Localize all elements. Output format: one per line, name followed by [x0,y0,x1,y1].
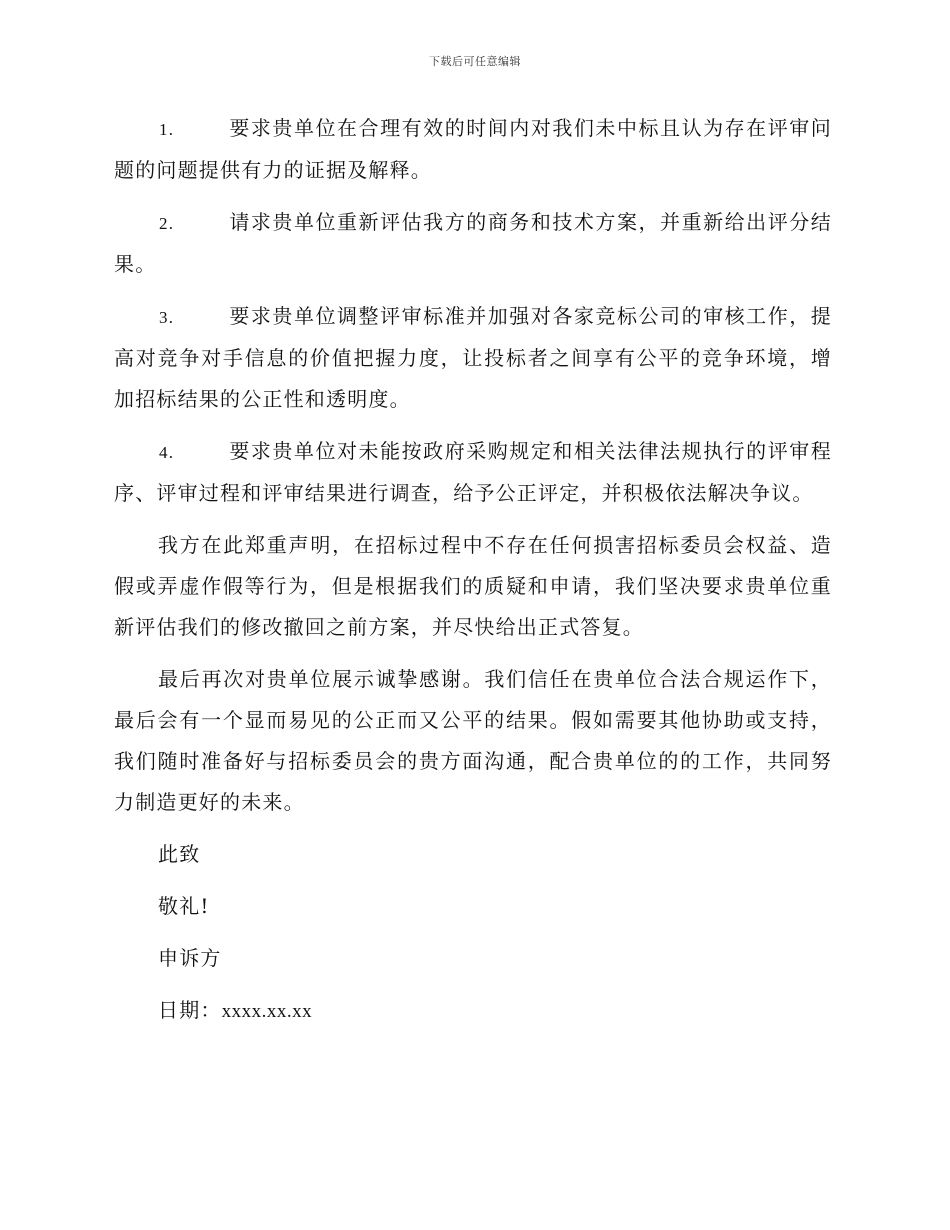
item-text: 要求贵单位对未能按政府采购规定和相关法律法规执行的评审程序、评审过程和评审结果进行调查，给予公正评定，并积极依法解决争议。 [114,439,832,505]
item-number: 4. [159,443,175,462]
item-number: 2. [159,214,175,233]
request-item-2 [114,202,832,285]
item-number: 1. [159,120,175,139]
closing-signer: 申诉方 [158,946,222,970]
request-item-4 [114,431,832,514]
page-header-note: 下载后可任意编辑 [429,55,521,68]
declaration-paragraph: 我方在此郑重声明，在招标过程中不存在任何损害招标委员会权益、造假或弄虚作假等行为，但是根据我们的质疑和申请，我们坚决要求贵单位重新评估我们的修改撤回之前方案，并尽快给出正式答复。 [114,533,832,639]
closing-date [114,990,832,1032]
item-text: 要求贵单位在合理有效的时间内对我们未中标且认为存在评审问题的问题提供有力的证据及解释。 [114,116,832,182]
letter-body [114,108,832,1043]
item-text: 要求贵单位调整评审标准并加强对各家竞标公司的审核工作，提高对竞争对手信息的价值把握力度，让投标者之间享有公平的竞争环境，增加招标结果的公正性和透明度。 [114,304,832,411]
item-number: 3. [159,308,175,327]
request-item-1 [114,108,832,191]
request-item-3 [114,296,832,420]
date-label: 日期： [158,998,222,1022]
closing-regards: 敬礼! [158,894,210,918]
thanks-paragraph: 最后再次对贵单位展示诚挚感谢。我们信任在贵单位合法合规运作下，最后会有一个显而易见的公正而又公平的结果。假如需要其他协助或支持，我们随时准备好与招标委员会的贵方面沟通，配合贵单位的的工作，共同努力制造更好的未来。 [114,667,832,814]
date-value: xxxx.xx.xx [221,1001,313,1022]
closing-salutation: 此致 [158,842,201,866]
item-text: 请求贵单位重新评估我方的商务和技术方案，并重新给出评分结果。 [114,210,832,276]
